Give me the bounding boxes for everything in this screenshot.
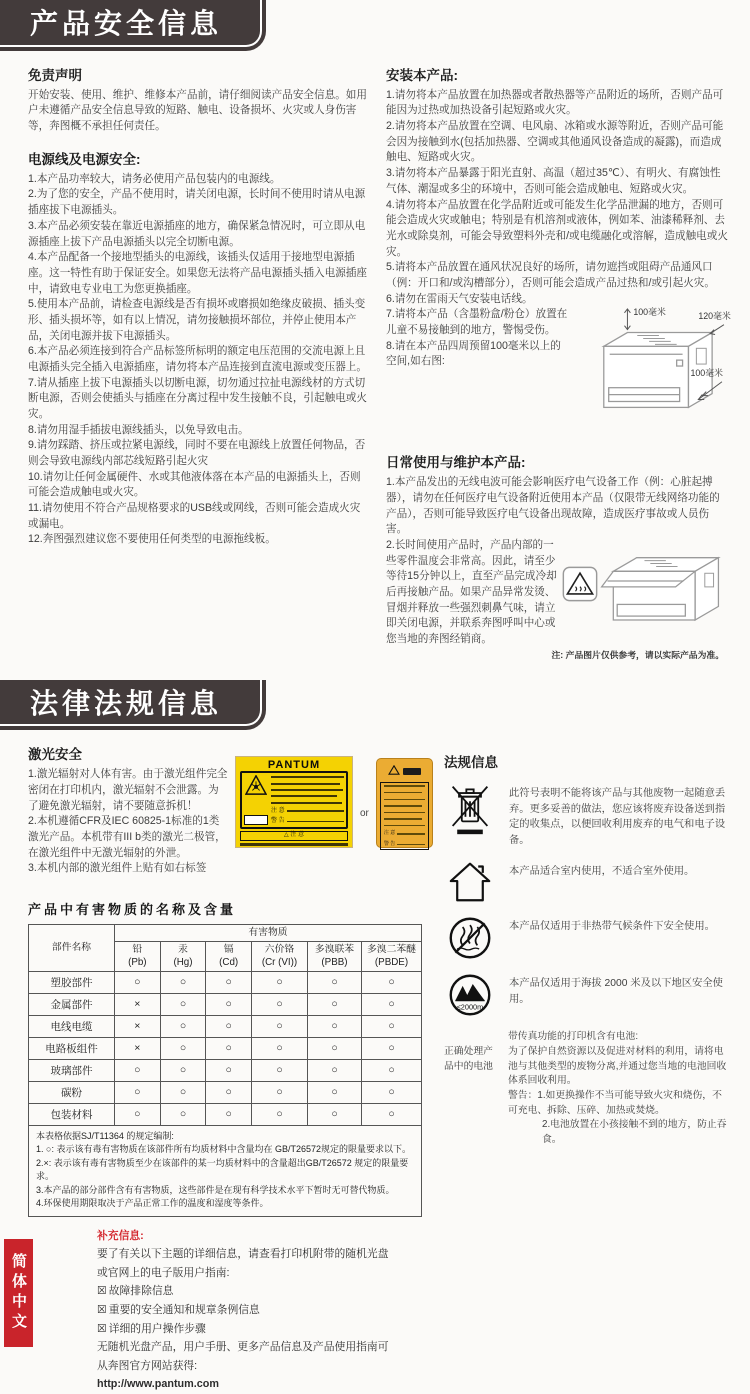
supplement-intro: 要了有关以下主题的详细信息，请查看打印机附带的随机光盘或官网上的电子版用户指南: [97,1248,389,1279]
hazard-substance-header: 铅 (Pb) [115,942,161,971]
hazard-note-line: 4.环保使用期限取决于产品正常工作的温度和湿度等条件。 [36,1198,269,1209]
laser-warning-label-landscape [235,756,353,848]
power-safety-item: 4.本产品配备一个接地型插头的电源线，该插头仅适用于接地型电源插座。这一特性有助于保证安全。如果您无法将产品电源插头插入电源插座中，请致电专业电工为您更换插座。 [28,251,367,295]
supplement-item: ☒ 详细的用户操作步骤 [97,1322,206,1335]
regulation-item-indoor: 本产品适合室内使用，不适合室外使用。 [444,861,730,903]
hazard-table-cell: ○ [206,1081,252,1103]
hazard-note-line: 3.本产品的部分部件含有有害物质，这些部件是在现有科学技术水平下暂时无可替代物质。 [36,1184,395,1195]
hazard-col-part: 部件名称 [29,925,115,972]
hazard-table-title: 产品中有害物质的名称及含量 [28,902,237,918]
power-safety-item: 8.请勿用湿手插拔电源线插头，以免导致电击。 [28,423,249,436]
laser-safety-item: 1.激光辐射对人体有害。由于激光组件完全密闭在打印机内，激光辐射不会泄露。为了避免激光辐射，请不要随意拆机！ [28,768,228,812]
install-section [386,64,731,438]
label-fine-print-lines: 注 意 警 告 [380,782,429,850]
laser-safety-list [28,767,228,877]
install-item: 2.请勿将本产品放置在空调、电风扇、冰箱或水源等附近，否则产品可能会因为接触到水(包括加热器、空调或其他通风设备造成的凝露)，而造成触电、短路或火灾。 [386,120,724,164]
hazard-substance-header: 汞 (Hg) [160,942,206,971]
install-item: 1.请勿将本产品放置在加热器或者散热器等产品附近的场所，否则产品可能因为过热或加热设备引起短路或火灾。 [386,88,724,117]
power-safety-item: 5.使用本产品前，请检查电源线是否有损坏或磨损如绝缘皮破损、插头变形、插头损坏等，如有以上情况，请勿接触损坏部位，并停止使用本产品，关闭电源并拔下电源插头。 [28,298,366,342]
hazard-table [28,924,422,1217]
svg-text:100毫米: 100毫米 [690,368,723,379]
label-caution-band: △ 注 意 [240,831,348,841]
hazard-table-cell: ○ [115,1059,161,1081]
hazard-note-line: 2.×: 表示该有毒有害物质至少在该部件的某一均质材料中的含量超出GB/T26572 规定的限量要求。 [36,1157,409,1182]
hazard-table-cell: ○ [252,993,308,1015]
power-safety-item: 10.请勿让任何金属硬件、水或其他液体落在本产品的电源插头上，否则可能会造成触电或火灾。 [28,470,361,499]
weee-icon [444,783,496,836]
laser-safety-item: 3.本机内部的激光组件上贴有如右标签 [28,862,207,875]
pantum-logo: PANTUM [267,759,321,772]
hazard-table-cell: ○ [252,1059,308,1081]
hazard-table-cell: ○ [206,1103,252,1125]
install-item: 4.请勿将本产品放置在化学品附近或可能发生化学品泄漏的地方，否则可能会造成火灾或触电；特别是有机溶剂或液体，例如苯、油漆稀释剂、去光水或除臭剂，可能会导致塑料外壳和/或电缆融化或溶解，造成触电或火灾。 [386,198,728,258]
laser-safety-section [28,743,430,877]
hazard-table-cell: 金属部件 [29,993,115,1015]
hazard-table-cell: ○ [115,1103,161,1125]
laser-warning-label-portrait [376,758,433,848]
hazard-table-cell: ○ [308,993,362,1015]
regulation-item-non-tropical: 本产品仅适用于非热带气候条件下安全使用。 [444,916,730,960]
hazard-table-cell: ○ [160,993,206,1015]
hazard-table-cell: ○ [308,1037,362,1059]
hazard-table-cell: 碳粉 [29,1081,115,1103]
label-or-text: or [360,807,369,819]
battery-side-label: 正确处理产品中的电池 [444,1046,493,1072]
svg-text:100毫米: 100毫米 [633,307,666,318]
pantum-url[interactable]: http://www.pantum.com [97,1378,219,1391]
power-safety-list [28,172,370,548]
install-item: 6.请勿在雷雨天气安装电话线。 [386,292,533,305]
hazard-table-row [29,1037,422,1059]
hazard-group-header: 有害物质 [115,925,422,942]
hazard-note-line: 1. ○: 表示该有毒有害物质在该部件所有均质材料中含量均在 GB/T26572规定的限量要求以下。 [36,1144,411,1155]
hazard-table-row [29,971,422,993]
hazard-table-cell: 塑胶部件 [29,971,115,993]
hazard-table-cell: ○ [252,1081,308,1103]
install-item: 5.请将本产品放置在通风状况良好的场所，请勿遮挡或阻碍产品通风口（例：开口和/或沟槽部分），否则可能会造成产品过热和/或引起火灾。 [386,261,715,289]
printer-hot-parts-diagram [562,536,734,635]
disclaimer-title: 免责声明 [28,67,82,83]
class-label-box [244,815,268,825]
power-safety-item: 1.本产品功率较大，请务必使用产品包装内的电源线。 [28,172,281,185]
label-fine-print-lines: 注 意 警 告 [271,775,344,825]
hazard-substance-header: 六价铬 (Cr (VI)) [252,942,308,971]
battery-heading: 带传真功能的打印机含有电池: [508,1031,639,1043]
hazard-table-cell: 玻璃部件 [29,1059,115,1081]
house-icon [444,861,496,903]
hazard-table-cell: ○ [206,1059,252,1081]
supplement-section [97,1227,397,1394]
hazard-table-row [29,1081,422,1103]
power-safety-item: 11.请勿使用不符合产品规格要求的USB线或网线，否则可能会造成火灾或漏电。 [28,501,361,530]
power-safety-item: 7.请从插座上拔下电源插头以切断电源，切勿通过拉扯电源线材的方式切断电源，否则会使插头与插座在分离过程中发生接触不良，引起触电或火灾。 [28,376,367,420]
top-columns [0,51,750,674]
hazard-table-cell: ○ [308,1059,362,1081]
hazard-table-cell: ○ [308,1103,362,1125]
label-footer-line [240,843,348,846]
checkbox-icon: ☒ [97,1322,107,1335]
banner-legal: 法律法规信息 [0,680,266,731]
warning-triangle-icon [388,762,400,780]
non-tropical-climate-icon [444,916,496,960]
power-safety-item: 6.本产品必须连接到符合产品标签所标明的额定电压范围的交流电源上且电源插头完全插入电源插座，请勿将本产品连接到直流电源或变压器上。 [28,345,367,373]
hazard-table-cell: ○ [252,1037,308,1059]
hazard-table-cell: ○ [362,993,422,1015]
hazard-table-row [29,993,422,1015]
supplement-outro: 无随机光盘产品，用户手册、更多产品信息及产品使用指南可从奔图官方网站获得: [97,1341,389,1372]
hazard-table-cell: 电线电缆 [29,1015,115,1037]
hazard-table-cell: ○ [308,1081,362,1103]
hazard-table-notes: 本表格依据SJ/T11364 的规定编制: 1. ○: 表示该有毒有害物质在该部件所有均质材料中含量均在 GB/T26572规定的限量要求以下。 2.×: 表示该有毒有害物质至少在该部件的某一均质材料中的含量超出GB/T26572 规定的限量要求。 3.本产品的部分部件含有有害物质，这些部件是在现有科学技术水平下暂时无可替代物质。 4.环保使用期限取决于产品正常工作的温度和湿度等条件。 [29,1125,422,1216]
power-safety-item: 2.为了您的安全，产品不使用时，请关闭电源，长时间不使用时请从电源插座拔下电源插头。 [28,188,366,217]
legal-columns [0,730,750,1216]
hazard-table-cell: ○ [160,1059,206,1081]
hazard-table-cell: ○ [160,1037,206,1059]
hazard-table-cell: ○ [308,971,362,993]
install-title: 安装本产品: [386,67,458,83]
hazard-table-cell: ○ [160,1015,206,1037]
daily-use-item: 1.本产品发出的无线电波可能会影响医疗电气设备工作（例：心脏起搏器），请勿在任何医疗电气设备附近使用本产品（仅限带无线网络功能的产品），否则可能导致医疗电气设备出现故障，造成医疗事故或人员伤害。 [386,476,720,536]
regulatory-column [444,743,730,1216]
hazard-table-row [29,1059,422,1081]
hazard-table-cell: ○ [160,1081,206,1103]
hazard-table-cell: 电路板组件 [29,1037,115,1059]
checkbox-icon: ☒ [97,1285,107,1298]
hazard-table-cell: ○ [252,971,308,993]
regulation-item-weee: 此符号表明不能将该产品与其他废物一起随意丢弃。更多妥善的做法，您应该将废弃设备送到指定的收集点，以便回收利用废弃的电气和电子设备。 [444,783,730,848]
hazard-table-cell: ○ [362,971,422,993]
battery-body: 为了保护自然资源以及促进对材料的利用，请将电池与其他类型的废物分离,并通过您当地的电池回收体系回收利用。 [508,1045,727,1087]
supplement-item: ☒ 故障排除信息 [97,1285,174,1298]
install-item: 7.请将本产品（含墨粉盒/粉仓）放置在儿童不易接触到的地方，警惕受伤。 [386,308,568,336]
hazard-table-cell: ○ [252,1015,308,1037]
hazard-substance-header: 镉 (Cd) [206,942,252,971]
daily-use-section [386,451,728,660]
hazard-table-cell: ○ [252,1103,308,1125]
bottom-section [0,1217,750,1394]
battery-warning: 2.电池放置在小孩接触不到的地方，防止吞食。 [542,1119,727,1145]
hazard-table-cell: ○ [206,1037,252,1059]
battery-section [444,1030,730,1148]
battery-warning: 警告：1.如更换操作不当可能导致火灾和烧伤，不可充电、拆除、压碎、加热或焚烧。 [508,1089,722,1116]
laser-safety-title: 激光安全 [28,747,82,763]
daily-use-title: 日常使用与维护本产品: [386,455,526,471]
power-safety-item: 12.奔图强烈建议您不要使用任何类型的电源拖线板。 [28,533,276,546]
power-safety-title: 电源线及电源安全: [28,151,141,167]
hazard-table-cell: ○ [362,1059,422,1081]
hazardous-substances-section [28,899,430,1217]
hazard-table-cell: ○ [115,1081,161,1103]
hazard-substance-header: 多溴二苯醚 (PBDE) [362,942,422,971]
power-safety-item: 3.本产品必须安装在靠近电源插座的地方，确保紧急情况时，可立即从电源插座上拔下产品电源插头以完全切断电源。 [28,219,366,248]
laser-warning-triangle-icon [245,775,267,800]
hazard-table-cell: ○ [362,1081,422,1103]
left-column [28,64,370,674]
disclaimer-body: 开始安装、使用、维护、维修本产品前，请仔细阅读产品安全信息。如用户未遵循产品安全信息导致的短路、触电、设备损坏、火灾或人身伤害等，奔图概不承担任何责任。 [28,88,367,133]
hazard-table-row [29,1015,422,1037]
checkbox-icon: ☒ [97,1304,107,1317]
hazard-table-cell: ○ [206,1015,252,1037]
diagram-note: 注: 产品图片仅供参考，请以实际产品为准。 [551,649,724,660]
printer-clearance-diagram [576,303,734,438]
hazard-table-cell: × [115,1015,161,1037]
hazard-table-cell: ○ [160,1103,206,1125]
altitude-limit-icon [444,973,496,1017]
hazard-table-cell: ○ [206,993,252,1015]
hazard-table-row [29,1103,422,1125]
hazard-table-cell: 包装材料 [29,1103,115,1125]
svg-text:≤2000m: ≤2000m [456,1002,484,1012]
daily-use-item: 2.长时间使用产品时，产品内部的一些零件温度会非常高。因此，请至少等待15分钟以上，直至产品完成冷却后再接触产品。如果产品异常发烫、冒烟并释放一些强烈刺鼻气味，请立即关闭电源，并联系奔图呼叫中心或您当地的奔图经销商。 [386,538,557,645]
hazard-table-cell: ○ [160,971,206,993]
hazard-table-cell: ○ [362,1037,422,1059]
supplement-title: 补充信息: [97,1229,144,1242]
hazard-table-cell: ○ [362,1015,422,1037]
install-item: 3.请勿将本产品暴露于阳光直射、高温（超过35℃）、有明火、有腐蚀性气体、潮湿或多尘的环境中，否则可能会造成触电、短路或火灾。 [386,167,721,195]
hazard-table-cell: × [115,993,161,1015]
install-item: 8.请在本产品四周预留100毫米以上的空间,如右图: [386,339,561,368]
hazard-table-cell: ○ [308,1015,362,1037]
regulation-item-altitude: ≤2000m 本产品仅适用于海拔 2000 米及以下地区安全使用。 [444,973,730,1017]
hazard-table-cell: × [115,1037,161,1059]
hazard-table-cell: ○ [362,1103,422,1125]
banner-product-safety: 产品安全信息 [0,0,266,51]
laser-safety-item: 2.本机遵循CFR及IEC 60825-1标准的1类激光产品。本机带有III b类的激光二极管，在激光组件中无激光辐射的外泄。 [28,815,226,859]
regulatory-title: 法规信息 [444,755,498,771]
power-safety-section [28,148,370,548]
power-safety-item: 9.请勿踩踏、挤压或拉紧电源线，同时不要在电源线上放置任何物品，否则会导致电源线内部芯线短路引起火灾 [28,439,366,467]
label-header-box [403,768,421,775]
hazard-table-cell: ○ [206,971,252,993]
right-column [386,64,731,674]
svg-text:120毫米: 120毫米 [698,310,731,321]
supplement-item: ☒ 重要的安全通知和规章条例信息 [97,1304,260,1317]
hazard-substance-header: 多溴联苯 (PBB) [308,942,362,971]
disclaimer-section [28,64,370,135]
hot-surface-warning-icon [562,566,598,607]
legal-left-column [28,743,430,1216]
hazard-table-cell: ○ [115,971,161,993]
language-tab-simplified-chinese: 简体中文 [4,1239,33,1347]
